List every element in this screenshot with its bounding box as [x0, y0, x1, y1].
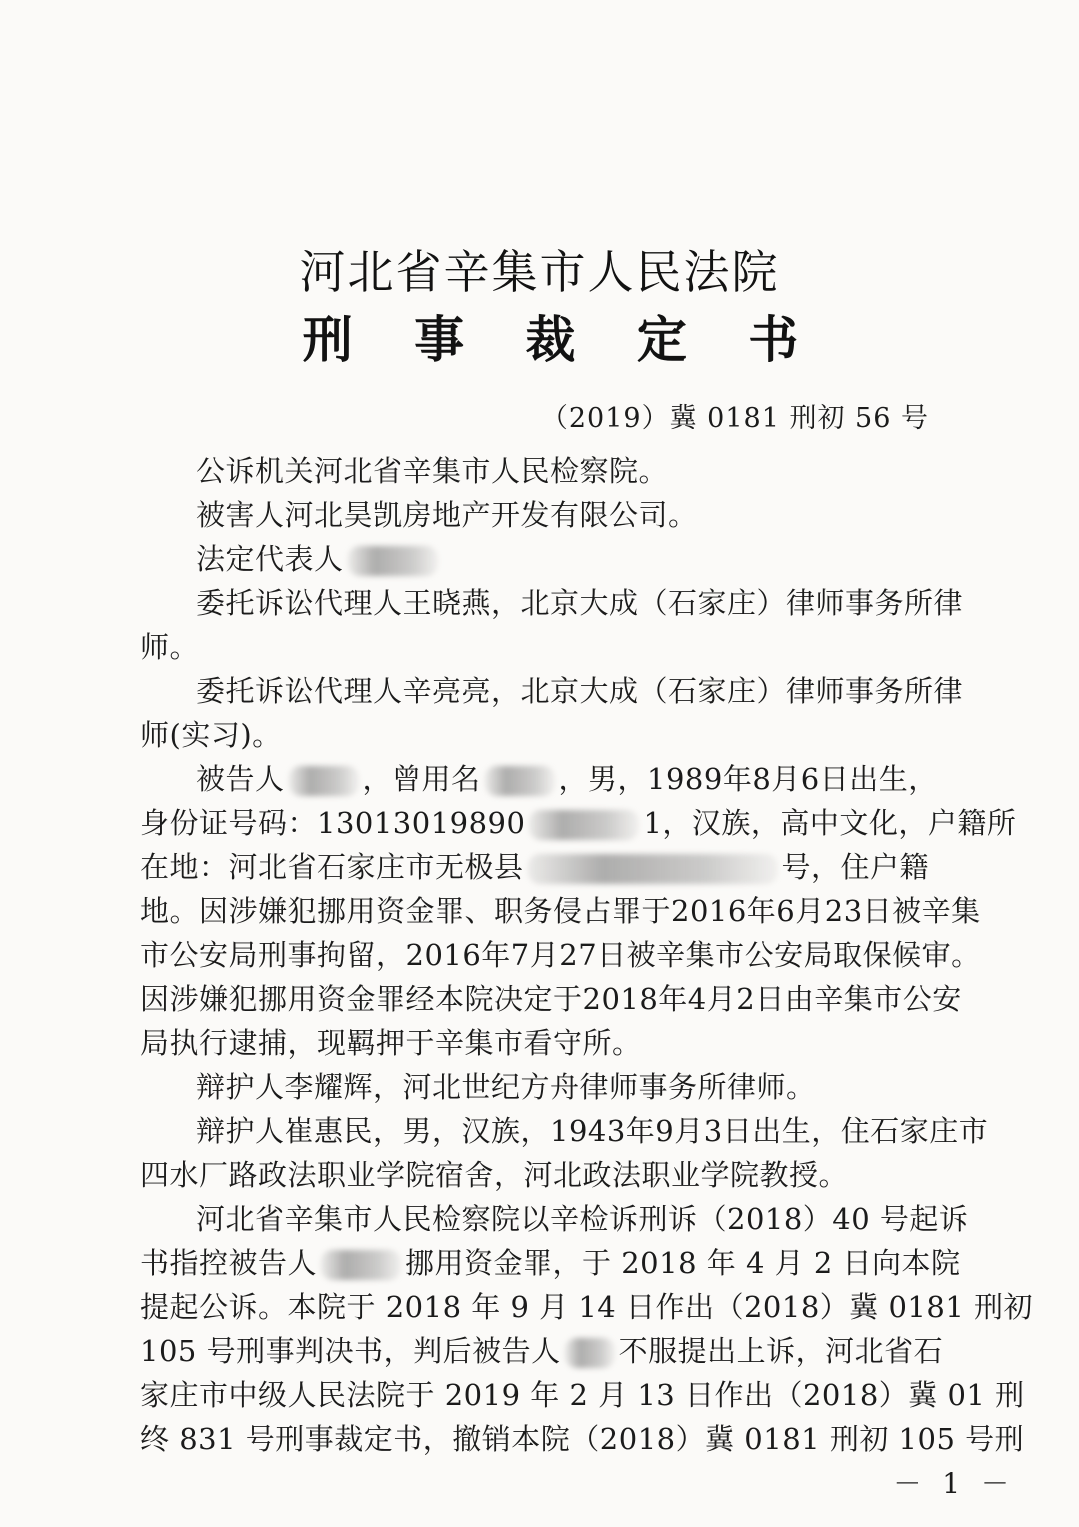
body-text: ，曾用名 [362, 762, 481, 796]
document-type: 刑 事 裁 定 书 [302, 310, 821, 369]
body-line [140, 802, 1017, 844]
body-text: 身份证号码：13013019890 [140, 806, 526, 840]
body-line [140, 846, 960, 888]
body-text: 被告人 [196, 762, 285, 796]
redaction [529, 810, 639, 840]
body-line [140, 1330, 960, 1372]
body-line: 终 831 号刑事裁定书，撤销本院（2018）冀 0181 刑初 105 号刑 [140, 1422, 1025, 1456]
body-line [196, 758, 960, 800]
body-line: 河北省辛集市人民检察院以辛检诉刑诉（2018）40 号起诉 [196, 1202, 969, 1236]
body-line [196, 538, 960, 580]
body-line: 四水厂路政法职业学院宿舍，河北政法职业学院教授。 [140, 1158, 849, 1192]
redaction [528, 854, 778, 884]
body-text: 书指控被告人 [140, 1246, 318, 1280]
body-text: 挪用资金罪，于 2018 年 4 月 2 日向本院 [405, 1246, 961, 1280]
body-line: 因涉嫌犯挪用资金罪经本院决定于2018年4月2日由辛集市公安 [140, 982, 962, 1016]
body-text: 号，住户籍 [781, 850, 930, 884]
case-number: （2019）冀 0181 刑初 56 号 [540, 403, 929, 434]
body-line: 委托诉讼代理人辛亮亮，北京大成（石家庄）律师事务所律 [196, 674, 964, 708]
body-line: 市公安局刑事拘留，2016年7月27日被辛集市公安局取保候审。 [140, 938, 981, 972]
redaction [485, 766, 555, 796]
redaction [565, 1338, 615, 1368]
body-line: 师。 [140, 630, 200, 664]
body-text: ，男，1989年8月6日出生， [558, 762, 938, 796]
body-line: 辩护人李耀辉，河北世纪方舟律师事务所律师。 [196, 1070, 816, 1104]
body-text: 1，汉族，高中文化，户籍所 [643, 806, 1017, 840]
body-line: 局执行逮捕，现羁押于辛集市看守所。 [140, 1026, 642, 1060]
redaction [321, 1250, 401, 1280]
body-text: 不服提出上诉，河北省石 [618, 1334, 944, 1368]
body-text: 在地：河北省石家庄市无极县 [140, 850, 524, 884]
page-number: － 1 － [893, 1467, 1015, 1500]
body-line: 师(实习)。 [140, 718, 282, 752]
court-name: 河北省辛集市人民法院 [299, 245, 780, 299]
body-text: 105 号刑事判决书，判后被告人 [140, 1334, 561, 1368]
body-line: 公诉机关河北省辛集市人民检察院。 [196, 454, 669, 488]
redaction [289, 766, 359, 796]
body-line [140, 1242, 960, 1284]
body-line: 被害人河北昊凯房地产开发有限公司。 [196, 498, 698, 532]
body-line: 地。因涉嫌犯挪用资金罪、职务侵占罪于2016年6月23日被辛集 [140, 894, 981, 928]
redaction [348, 546, 438, 576]
body-line: 委托诉讼代理人王晓燕，北京大成（石家庄）律师事务所律 [196, 586, 964, 620]
body-line: 辩护人崔惠民，男，汉族，1943年9月3日出生，住石家庄市 [196, 1114, 989, 1148]
body-text: 法定代表人 [196, 542, 344, 576]
body-line: 家庄市中级人民法院于 2019 年 2 月 13 日作出（2018）冀 01 刑 [140, 1378, 1025, 1412]
body-line: 提起公诉。本院于 2018 年 9 月 14 日作出（2018）冀 0181 刑初 [140, 1290, 1034, 1324]
